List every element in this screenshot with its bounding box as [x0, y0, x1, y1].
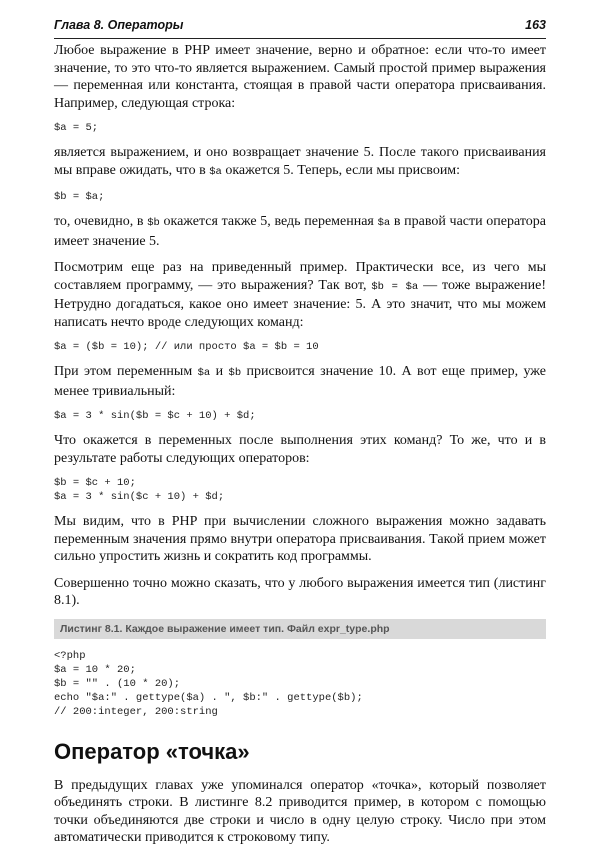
text: окажется 5. Теперь, если мы присвоим: [221, 162, 461, 178]
text: Посмотрим еще раз на приведенный пример. Практически все, из чего мы составляем программу, — это выражения? Так вот, [54, 260, 546, 293]
paragraph-8: Совершенно точно можно сказать, что у любого выражения имеется тип (листинг 8.1). [54, 575, 546, 608]
code-snippet-4: $a = 3 * sin($b = $c + 10) + $d; [54, 410, 256, 422]
chapter-title: Глава 8. Операторы [54, 18, 184, 32]
text: является выражением, и оно возвращает значение 5. После такого присваивания мы вправе ожидать, что в [54, 145, 546, 178]
text: окажется также 5, ведь переменная [159, 214, 378, 229]
text: При этом переменным [54, 364, 198, 379]
inline-code: $a [209, 165, 222, 178]
paragraph-9: В предыдущих главах уже упоминался оператор «точка», который позволяет объединять строки. В листинге 8.2 приводится пример, в котором с помощью точки объединяются две строки и число в одну целую строку. Число при этом автоматически приводится к строковому типу. [54, 777, 546, 845]
listing-caption: Листинг 8.1. Каждое выражение имеет тип. Файл expr_type.php [54, 619, 546, 639]
page-number: 163 [525, 18, 546, 32]
paragraph-1: Любое выражение в PHP имеет значение, верно и обратное: если что-то имеет значение, то это что-то является выражением. Самый простой пример выражения — переменная или константа, стоящая в правой части оператора присваивания. Например, следующая строка: [54, 43, 546, 111]
page-content [54, 42, 546, 856]
text: и [210, 364, 229, 379]
text: то, очевидно, в [54, 214, 148, 229]
inline-code: $b [147, 217, 160, 229]
paragraph-7: Мы видим, что в PHP при вычислении сложного выражения можно задавать переменным значения прямо внутри оператора присваивания. Такой прием может сильно упростить жизнь и сократить код программы. [54, 514, 546, 564]
code-snippet-5: $b = $c + 10; $a = 3 * sin($c + 10) + $d; [54, 477, 225, 503]
code-snippet-3: $a = ($b = 10); // или просто $a = $b = 10 [54, 341, 319, 353]
listing-code: <?php $a = 10 * 20; $b = "" . (10 * 20); echo "$a:" . gettype($a) . ", $b:" . gettype($b); // 200:integer, 200:string [54, 649, 363, 718]
inline-code: $b = $a [371, 280, 419, 293]
paragraph-4 [54, 259, 546, 331]
running-header [54, 16, 546, 39]
text: в правой части оператора имеет значение 5. [54, 214, 547, 249]
inline-code: $b [228, 367, 242, 379]
text: — тоже выражение! Нетрудно догадаться, какое оно имеет значение: 5. А это значит, что мы можем написать нечто вроде следующих команд: [54, 277, 546, 330]
paragraph-5 [54, 363, 546, 400]
code-snippet-2: $b = $a; [54, 191, 105, 203]
paragraph-2 [54, 144, 546, 181]
inline-code: $a [377, 217, 391, 229]
section-heading: Оператор «точка» [54, 738, 250, 764]
paragraph-6: Что окажется в переменных после выполнения этих команд? То же, что и в результате работы следующих операторов: [54, 433, 546, 466]
inline-code: $a [197, 367, 211, 379]
paragraph-3 [54, 213, 546, 250]
text: присвоится значение 10. А вот еще пример, уже менее тривиальный: [54, 364, 546, 399]
code-snippet-1: $a = 5; [54, 122, 99, 134]
